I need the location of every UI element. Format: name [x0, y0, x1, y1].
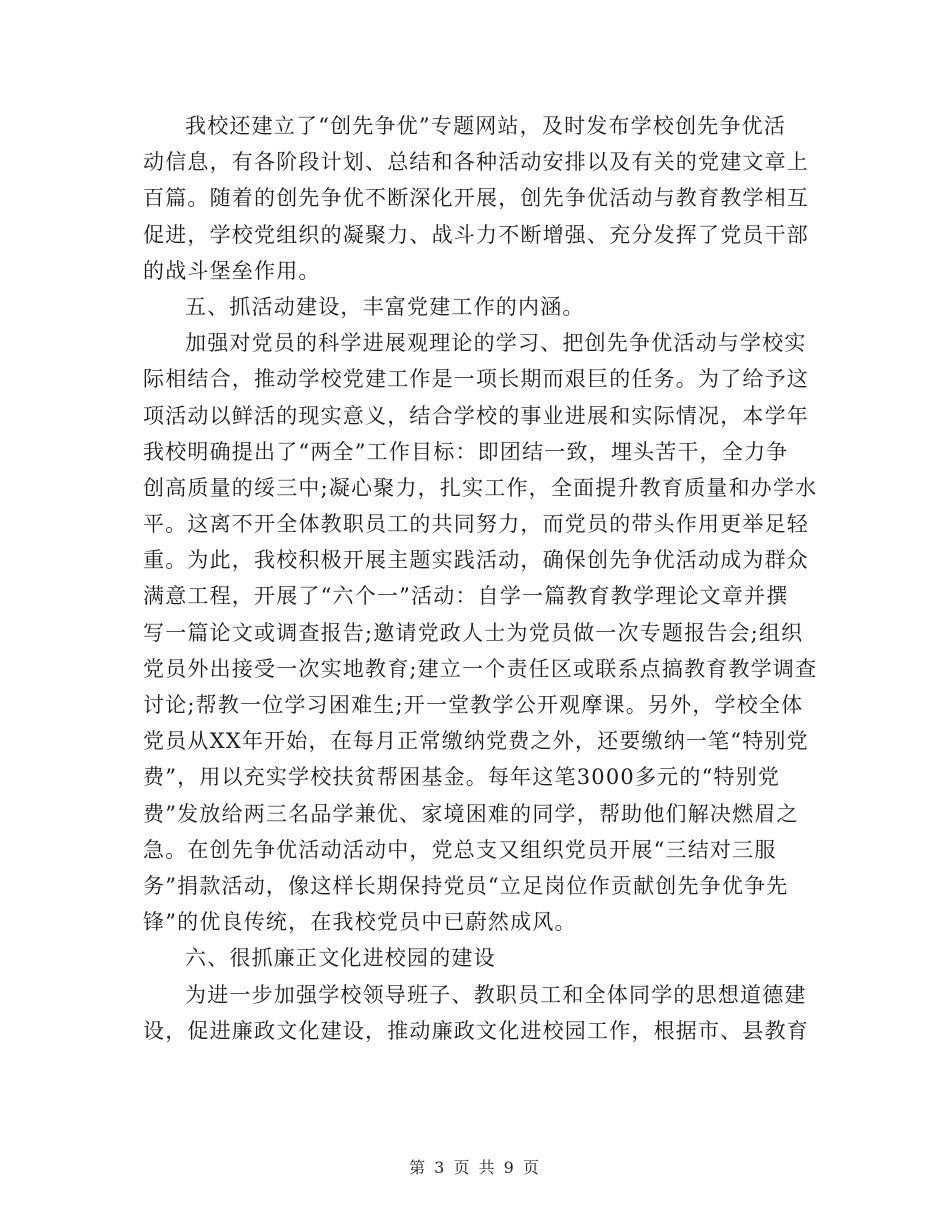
- paragraph-line: 务”捐款活动，像这样长期保持党员“立足岗位作贡献创先争优争先: [143, 873, 789, 898]
- paragraph-line: 讨论;帮教一位学习困难生;开一堂教学公开观摩课。另外，学校全体: [143, 693, 804, 717]
- paragraph-line: 费”发放给两三名品学兼优、家境困难的同学，帮助他们解决燃眉之: [143, 801, 799, 826]
- paragraph-line: 我校明确提出了“两全”工作目标：即团结一致，埋头苦干，全力争: [143, 439, 789, 464]
- paragraph-line: 锋”的优良传统，在我校党员中已蔚然成风。: [143, 910, 577, 935]
- paragraph-line: 的战斗堡垒作用。: [143, 258, 321, 283]
- paragraph-line: 创高质量的绥三中;凝心聚力，扎实工作，全面提升教育质量和办学水: [143, 475, 818, 500]
- section-heading: 五、抓活动建设，丰富党建工作的内涵。: [185, 294, 585, 319]
- paragraph-line: 重。为此，我校积极开展主题实践活动，确保创先争优活动成为群众: [143, 548, 809, 573]
- paragraph-line: 动信息，有各阶段计划、总结和各种活动安排以及有关的党建文章上: [143, 150, 809, 175]
- paragraph-line: 平。这离不开全体教职员工的共同努力，而党员的带头作用更举足轻: [143, 512, 809, 537]
- paragraph-line: 写一篇论文或调查报告;邀请党政人士为党员做一次专题报告会;组织: [143, 620, 804, 645]
- section-heading: 六、很抓廉正文化进校园的建设: [185, 946, 496, 971]
- paragraph-line: 急。在创先争优活动活动中，党总支又组织党员开展“三结对三服: [143, 837, 777, 862]
- paragraph-line: 党员外出接受一次实地教育;建立一个责任区或联系点搞教育教学调查: [143, 656, 818, 681]
- paragraph-line: 项活动以鲜活的现实意义，结合学校的事业进展和实际情况，本学年: [143, 403, 809, 428]
- paragraph-line: 促进，学校党组织的凝聚力、战斗力不断增强、充分发挥了党员干部: [143, 222, 809, 247]
- paragraph-line: 党员从XX年开始，在每月正常缴纳党费之外，还要缴纳一笔“特别党: [143, 729, 809, 754]
- paragraph-line: 为进一步加强学校领导班子、教职员工和全体同学的思想道德建: [185, 982, 807, 1007]
- body-text: [143, 108, 818, 1049]
- page-number-footer: 第 3 页 共 9 页: [409, 1158, 541, 1177]
- paragraph-line: 设，促进廉政文化建设，推动廉政文化进校园工作，根据市、县教育: [143, 1018, 809, 1043]
- paragraph-line: 百篇。随着的创先争优不断深化开展，创先争优活动与教育教学相互: [143, 186, 809, 211]
- paragraph-line: 满意工程，开展了“六个一”活动：自学一篇教育教学理论文章并撰: [143, 584, 789, 609]
- paragraph-line: 费”，用以充实学校扶贫帮困基金。每年这笔3000多元的“特别党: [143, 765, 781, 790]
- paragraph-line: 加强对党员的科学进展观理论的学习、把创先争优活动与学校实: [185, 331, 807, 356]
- paragraph-line: 际相结合，推动学校党建工作是一项长期而艰巨的任务。为了给予这: [143, 367, 809, 392]
- paragraph-line: 我校还建立了“创先争优”专题网站，及时发布学校创先争优活: [185, 114, 787, 138]
